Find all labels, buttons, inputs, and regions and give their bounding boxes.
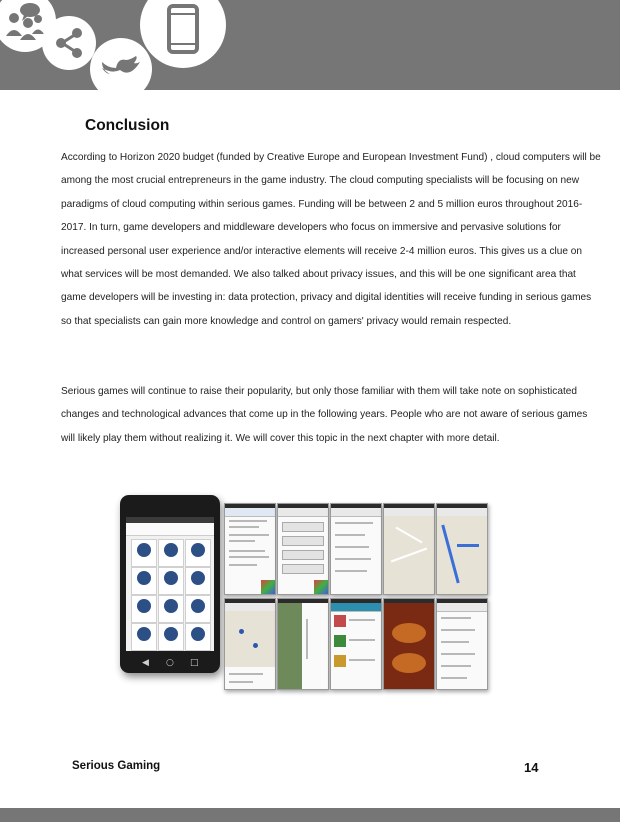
phone-screen bbox=[126, 517, 214, 651]
app-tile-icon bbox=[137, 599, 151, 613]
screenshot-help bbox=[277, 503, 329, 595]
paragraph-budget: According to Horizon 2020 budget (funded by Creative Europe and European Investment Fund) , cloud computers will be among the most crucial entrepreneurs in the game industry. The cloud computing specialists will be focusing on new paradigms of cloud computing within serious games. Funding will be between 2 and 5 million euros throughout 2016-2017. In turn, game developers and middleware developers who focus on immersive and pervasive solutions for increased personal user experience and/or interactive elements will receive 2-4 million euros. This gives us a clue on what services will be most demanded. We also talked about privacy issues, and this will be one significant area that game developers will be investing in: data protection, privacy and digital identities will receive funding in serious games so that specialists can gain more knowledge and control on gamers' privacy would remain respected. bbox=[61, 152, 601, 327]
smartphone-icon bbox=[140, 0, 226, 68]
screenshot-language-learning bbox=[330, 598, 382, 690]
app-tile bbox=[158, 595, 184, 623]
app-tile bbox=[185, 539, 211, 567]
app-bar bbox=[126, 523, 214, 536]
screenshot-translation bbox=[277, 598, 329, 690]
header-band bbox=[0, 0, 620, 90]
recents-icon: □ bbox=[190, 658, 199, 668]
app-tile bbox=[158, 539, 184, 567]
app-tile-icon bbox=[164, 571, 178, 585]
page-number: 14 bbox=[524, 760, 539, 775]
app-tile bbox=[131, 539, 157, 567]
phone-nav-bar bbox=[120, 655, 220, 673]
screenshot-map-1 bbox=[383, 503, 435, 595]
screenshot-recommendations bbox=[436, 598, 488, 690]
app-tile-icon bbox=[191, 571, 205, 585]
phone-device bbox=[120, 495, 220, 673]
share-icon bbox=[42, 16, 96, 70]
app-tile bbox=[158, 623, 184, 651]
app-tile-icon bbox=[137, 571, 151, 585]
screenshot-welcome bbox=[224, 503, 276, 595]
app-tile-icon bbox=[191, 599, 205, 613]
app-tile bbox=[131, 623, 157, 651]
app-tile-icon bbox=[164, 543, 178, 557]
app-tile bbox=[185, 595, 211, 623]
app-tile bbox=[185, 567, 211, 595]
footer-band bbox=[0, 808, 620, 822]
app-tile bbox=[158, 567, 184, 595]
app-tile-icon bbox=[137, 543, 151, 557]
app-tile bbox=[185, 623, 211, 651]
paragraph-popularity: Serious games will continue to raise their popularity, but only those familiar with them will take note on sophisticated changes and technological advances that come up in the following years. People who are not aware of serious games will likely play them without realizing it. We will cover this topic in the next chapter with more detail. bbox=[61, 386, 588, 444]
back-icon: ◀ bbox=[142, 658, 149, 668]
screenshot-places-map bbox=[224, 598, 276, 690]
app-tile-icon bbox=[137, 627, 151, 641]
screenshot-info-list bbox=[330, 503, 382, 595]
app-screenshots-collage bbox=[118, 495, 500, 695]
footer-title: Serious Gaming bbox=[72, 760, 161, 772]
screenshot-map-route bbox=[436, 503, 488, 595]
app-tile-icon bbox=[164, 627, 178, 641]
page-title: Conclusion bbox=[85, 117, 170, 134]
app-tile-icon bbox=[164, 599, 178, 613]
app-tile-icon bbox=[191, 627, 205, 641]
screenshot-game bbox=[383, 598, 435, 690]
home-icon: ○ bbox=[166, 658, 174, 668]
app-tile bbox=[131, 567, 157, 595]
app-tile-icon bbox=[191, 543, 205, 557]
app-tile bbox=[131, 595, 157, 623]
